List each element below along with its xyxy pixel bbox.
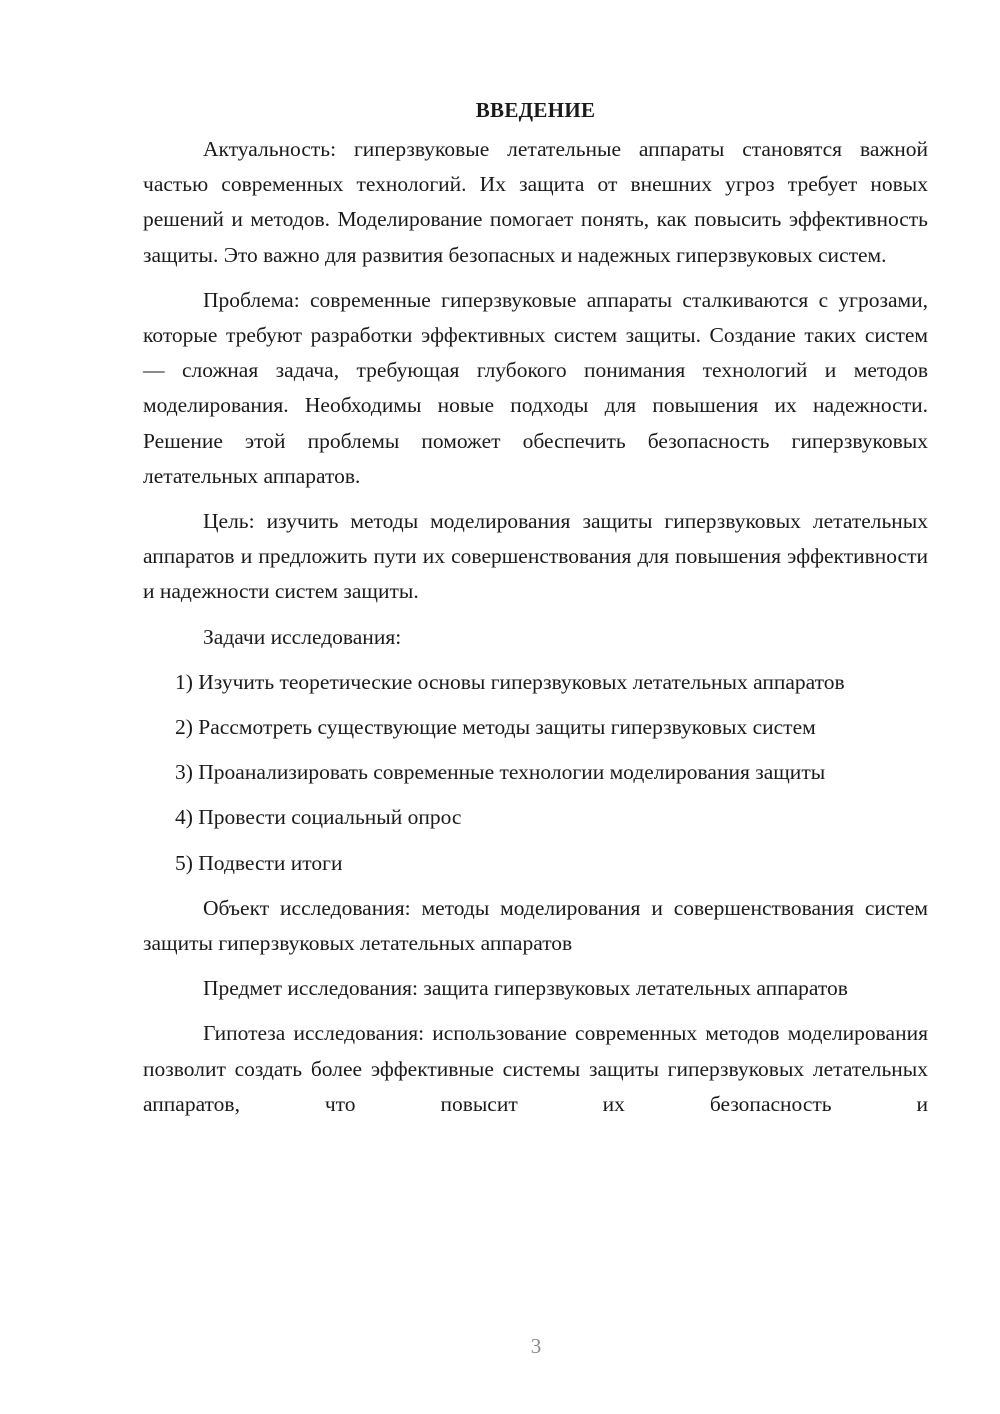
document-page [143, 92, 928, 1132]
paragraph-object: Объект исследования: методы моделирования и совершенствования систем защиты гиперзвуковых летательных аппаратов [143, 895, 928, 956]
task-item: 4) Провести социальный опрос [175, 805, 462, 830]
paragraph-problem: Проблема: современные гиперзвуковые аппараты сталкиваются с угрозами, которые требуют разработки эффективных систем защиты. Создание таких систем — сложная задача, требующая глубокого понимания технологий и методов моделирования. Необходимы новые подходы для повышения их надежности. Решение этой проблемы поможет обеспечить безопасность гиперзвуковых летательных аппаратов. [143, 287, 928, 488]
task-item: 5) Подвести итоги [175, 850, 343, 875]
paragraph-subject: Предмет исследования: защита гиперзвуковых летательных аппаратов [203, 976, 848, 1001]
paragraph-hypothesis: Гипотеза исследования: использование современных методов моделирования позволит создать более эффективные системы защиты гиперзвуковых летательных аппаратов, что повысит их безопасность и [143, 1021, 928, 1116]
task-item: 3) Проанализировать современные технологии моделирования защиты [175, 760, 826, 785]
task-item: 2) Рассмотреть существующие методы защиты гиперзвуковых систем [175, 715, 816, 740]
tasks-list [143, 665, 928, 881]
section-heading: ВВЕДЕНИЕ [475, 98, 596, 122]
paragraph-goal: Цель: изучить методы моделирования защиты гиперзвуковых летательных аппаратов и предложить пути их совершенствования для повышения эффективности и надежности систем защиты. [143, 509, 928, 604]
task-item: 1) Изучить теоретические основы гиперзвуковых летательных аппаратов [175, 669, 845, 694]
paragraph-relevance: Актуальность: гиперзвуковые летательные аппараты становятся важной частью современных технологий. Их защита от внешних угроз требует новых решений и методов. Моделирование помогает понять, как повысить эффективность защиты. Это важно для развития безопасных и надежных гиперзвуковых систем. [143, 137, 928, 267]
paragraph-tasks-intro: Задачи исследования: [203, 624, 402, 649]
page-number: 3 [530, 1334, 542, 1358]
